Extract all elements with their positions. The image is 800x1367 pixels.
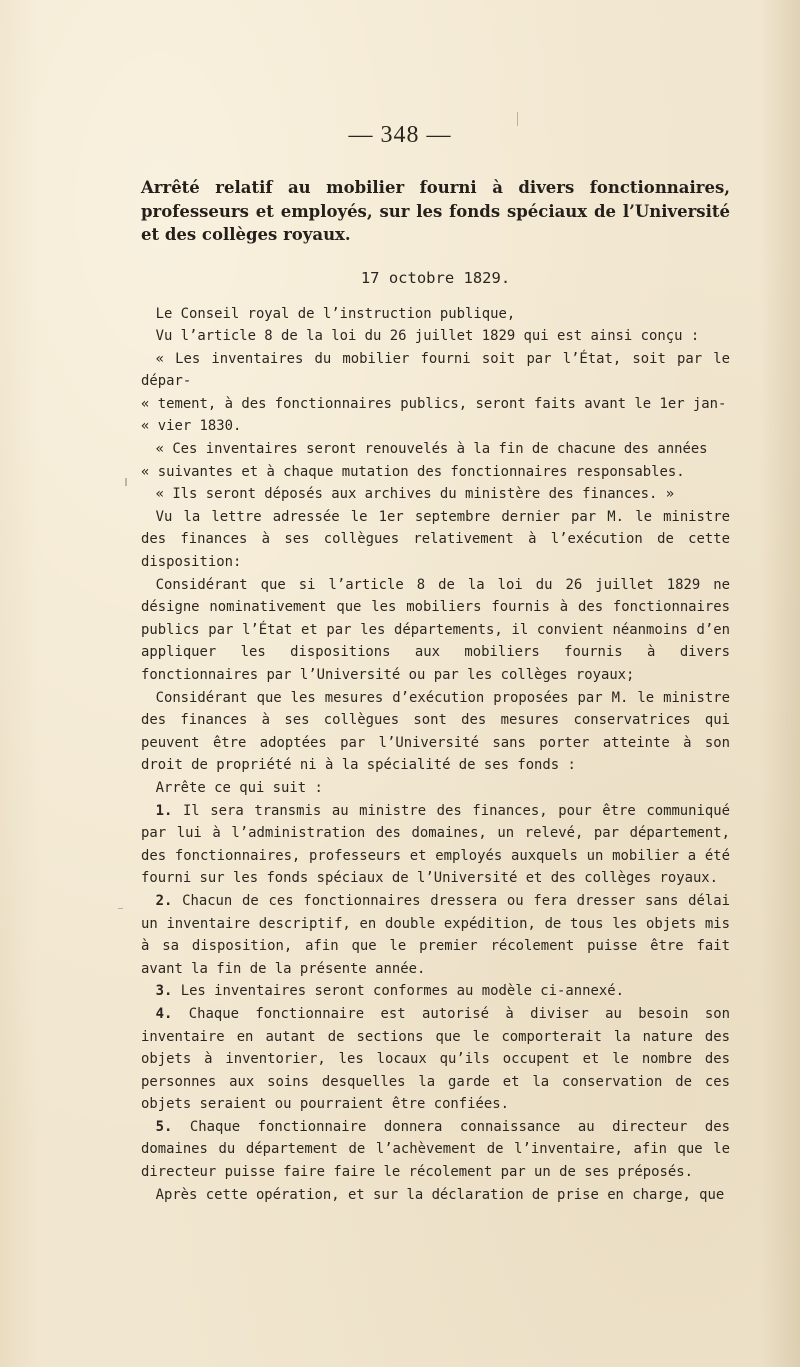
scan-speck — [517, 112, 518, 126]
document-body — [141, 176, 730, 1206]
article-2 — [141, 890, 730, 980]
decision-heading: Arrête ce qui suit : — [155, 779, 323, 796]
article-text: Chacun de ces fonctionnaires dressera ou fera dresser sans délai un inventaire descriptif, en double expédition, de tous les objets mis à sa disposition, afin que le premier récolement puisse être fait avant la fin de la présente année. — [141, 892, 730, 977]
article-number: 1. — [155, 802, 173, 819]
article-5 — [141, 1116, 730, 1184]
document-date: 17 octobre 1829. — [360, 268, 511, 287]
article-text: Les inventaires seront conformes au modèle ci-annexé. — [180, 983, 624, 1000]
article-3 — [141, 980, 730, 1003]
article-4 — [141, 1003, 730, 1116]
preamble-law-reference: Vu l’article 8 de la loi du 26 juillet 1829 qui est ainsi conçu : — [155, 328, 700, 345]
article-text: Il sera transmis au ministre des finances, pour être communiqué par lui à l’administration des domaines, un relevé, par département, des fonctionnaires, professeurs et employés auxquels un mobilier a été fourni sur les fonds spéciaux de l’Université et des collèges royaux. — [141, 802, 730, 887]
article-number: 4. — [155, 1005, 173, 1022]
preamble-letter: Vu la lettre adressée le 1er septembre dernier par M. le ministre des finances à ses collègues relativement à l’exécution de cette disposition: — [141, 508, 730, 571]
quote-line: « Ils seront déposés aux archives du ministère des finances. » — [155, 486, 675, 503]
article-text: Chaque fonctionnaire donnera connaissance au directeur des domaines du département de l’achèvement de l’inventaire, afin que le directeur puisse faire faire le récolement par un de ses préposés. — [141, 1118, 730, 1181]
quote-line: « Les inventaires du mobilier fourni soit par l’État, soit par le dépar- — [141, 350, 730, 390]
preamble-council: Le Conseil royal de l’instruction publique, — [155, 305, 516, 322]
article-number: 5. — [155, 1118, 173, 1135]
document-title: Arrêté relatif au mobilier fourni à divers fonctionnaires, professeurs et employés, sur les fonds spéciaux de l’Université et des collèges royaux. — [141, 178, 730, 244]
article-number: 2. — [155, 892, 173, 909]
body-text — [141, 303, 730, 1207]
page-number: — 348 — — [348, 122, 452, 148]
scan-speck — [118, 908, 123, 909]
quote-line: « tement, à des fonctionnaires publics, seront faits avant le 1er jan- — [141, 395, 727, 412]
quote-line: « suivantes et à chaque mutation des fonctionnaires responsables. — [141, 463, 685, 480]
scan-speck — [125, 478, 127, 486]
article-text: Chaque fonctionnaire est autorisé à diviser au besoin son inventaire en autant de sections que le comporterait la nature des objets à inventorier, les locaux qu’ils occupent et le nombre des personnes aux soins desquelles la garde et la conservation de ces objets seraient ou pourraient être confiées. — [141, 1005, 730, 1113]
article-1 — [141, 800, 730, 890]
article-number: 3. — [155, 983, 173, 1000]
considerant-2: Considérant que les mesures d’exécution proposées par M. le ministre des finances à ses collègues sont des mesures conservatrices qui peuvent être adoptées par l’Université sans porter atteinte à son droit de propriété ni à la spécialité de ses fonds : — [141, 689, 730, 774]
final-paragraph: Après cette opération, et sur la déclaration de prise en charge, que — [155, 1186, 725, 1203]
quote-line: « Ces inventaires seront renouvelés à la fin de chacune des années — [155, 441, 708, 458]
quote-line: « vier 1830. — [141, 418, 242, 435]
considerant-1: Considérant que si l’article 8 de la loi du 26 juillet 1829 ne désigne nominativement que les mobiliers fournis à des fonctionnaires publics par l’État et par les départements, il convient néanmoins d’en appliquer les dispositions aux mobiliers fournis à divers fonctionnaires par l’Université ou par les collèges royaux; — [141, 576, 730, 683]
